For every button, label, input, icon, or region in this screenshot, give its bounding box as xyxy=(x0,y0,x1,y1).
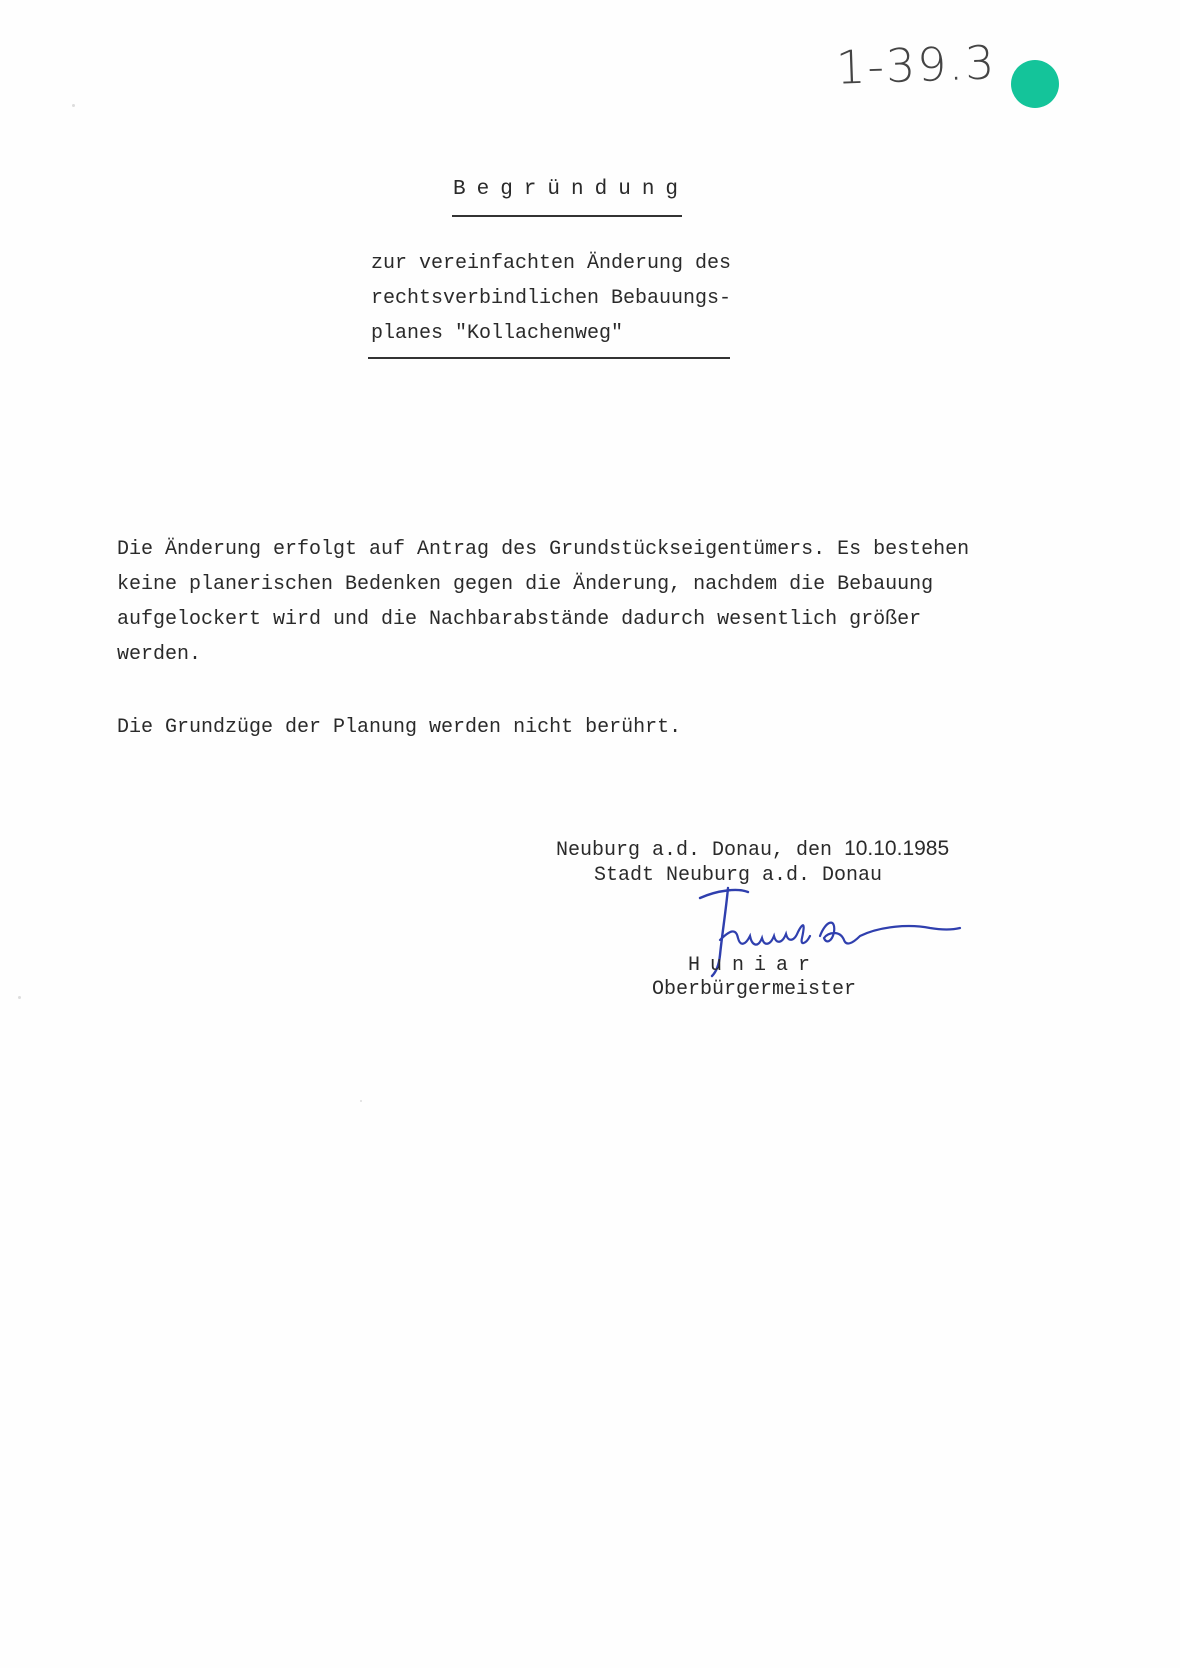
document-subtitle xyxy=(371,246,731,351)
paragraph-line: werden. xyxy=(117,643,202,666)
paragraph-gap xyxy=(117,672,969,710)
document-title: Begründung xyxy=(453,178,690,201)
signer-name: Huniar xyxy=(688,954,821,977)
date-text: 10.10.1985 xyxy=(844,837,950,860)
green-marker-dot xyxy=(1011,60,1059,108)
subtitle-line: zur vereinfachten Änderung des xyxy=(371,252,732,275)
subtitle-underline xyxy=(368,357,730,359)
signer-title: Oberbürgermeister xyxy=(652,978,857,1001)
archive-number: 1-39.3 xyxy=(835,35,998,95)
subtitle-line: rechtsverbindlichen Bebauungs- xyxy=(371,287,732,310)
subtitle-line: planes "Kollachenweg" xyxy=(371,322,624,345)
scan-speck xyxy=(18,996,21,999)
paragraph-line: aufgelockert wird und die Nachbarabstände dadurch wesentlich größer xyxy=(117,608,922,631)
paragraph-2: Die Grundzüge der Planung werden nicht berührt. xyxy=(117,716,682,739)
scan-speck xyxy=(360,1100,362,1102)
title-underline xyxy=(452,215,682,217)
body-text xyxy=(117,532,969,745)
paragraph-line: Die Änderung erfolgt auf Antrag des Grundstückseigentümers. Es bestehen xyxy=(117,538,970,561)
place-date-line xyxy=(556,836,949,863)
city-line: Stadt Neuburg a.d. Donau xyxy=(594,864,883,887)
place-text: Neuburg a.d. Donau, den xyxy=(556,839,833,862)
scan-speck xyxy=(72,104,75,107)
paragraph-line: keine planerischen Bedenken gegen die Änderung, nachdem die Bebauung xyxy=(117,573,934,596)
